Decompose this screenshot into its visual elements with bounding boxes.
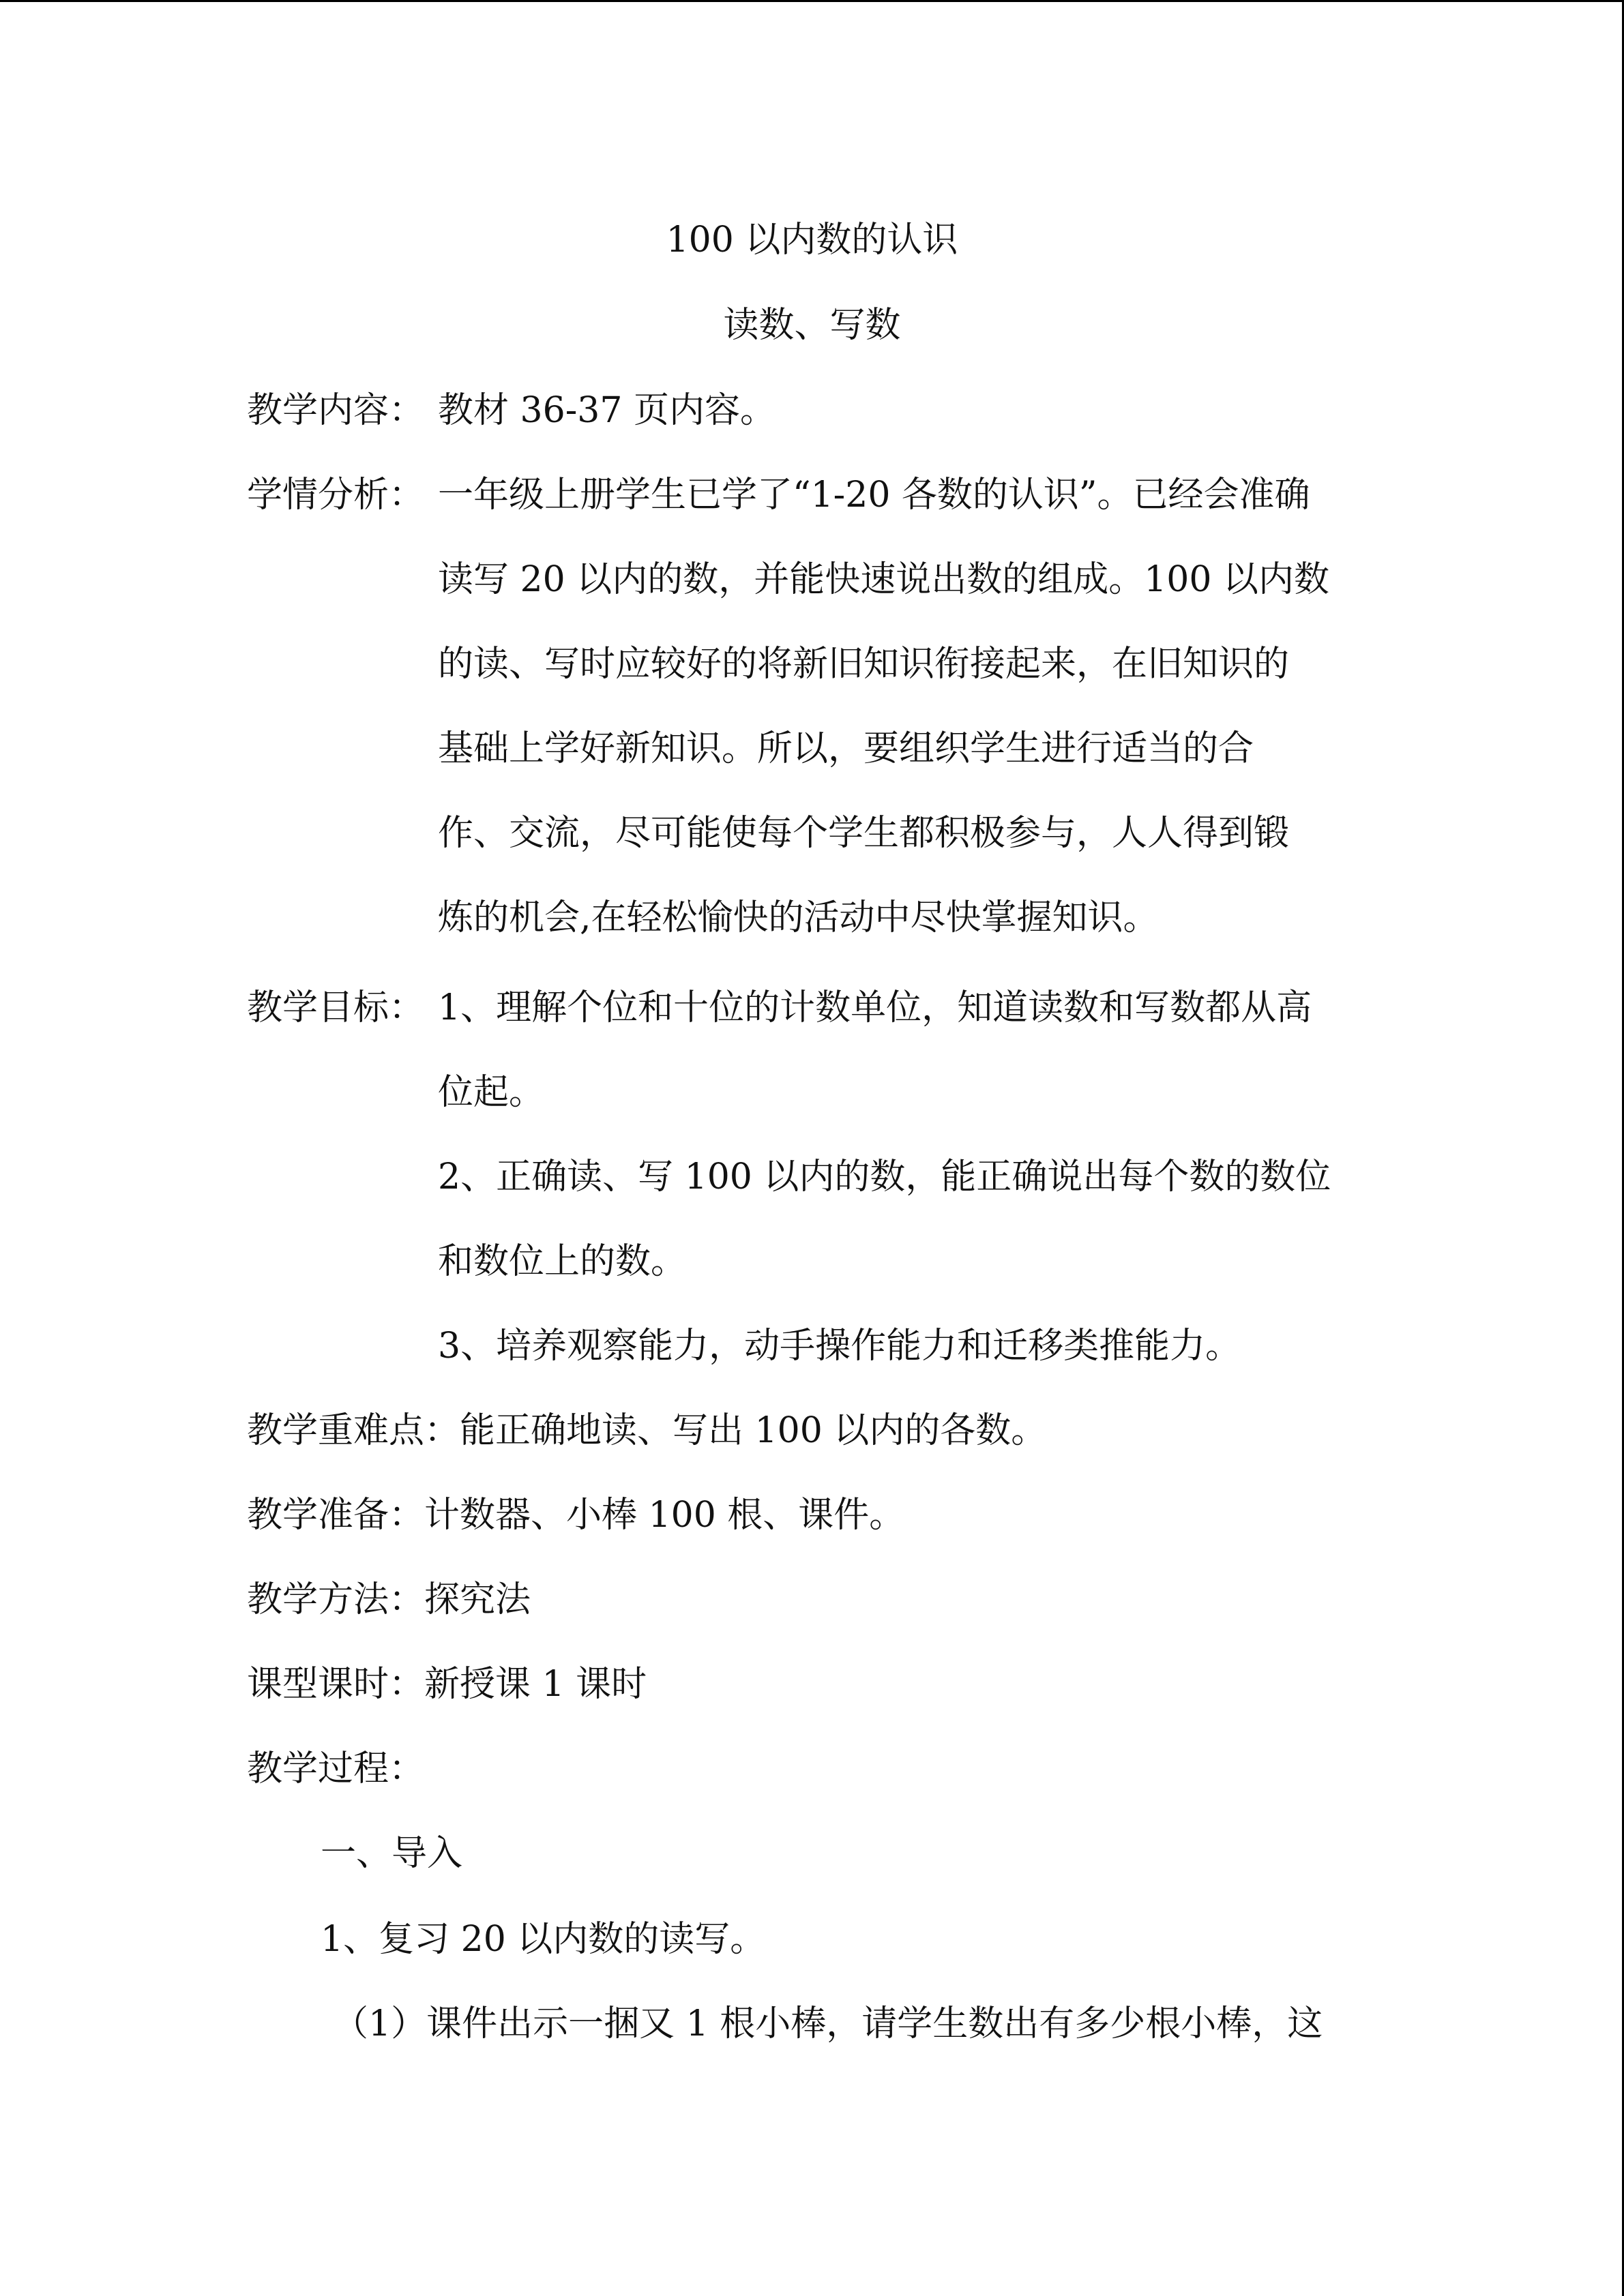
teaching-content-label: 教学内容： xyxy=(247,390,425,431)
analysis-line: 作、交流，尽可能使每个学生都积极参与，人人得到锻 xyxy=(438,813,1290,854)
goals-line: 2、正确读、写 100 以内的数，能正确说出每个数的数位 xyxy=(438,1157,1331,1197)
document-title: 100 以内数的认识 xyxy=(666,220,958,260)
difficulty-line: 教学重难点：能正确地读、写出 100 以内的各数。 xyxy=(247,1410,1047,1451)
teaching-content-text: 教材 36-37 页内容。 xyxy=(438,390,776,431)
document-subtitle: 读数、写数 xyxy=(723,305,901,346)
process-label: 教学过程： xyxy=(247,1748,425,1789)
goals-line: 3、培养观察能力，动手操作能力和迁移类推能力。 xyxy=(438,1326,1241,1367)
analysis-line: 炼的机会,在轻松愉快的活动中尽快掌握知识。 xyxy=(438,897,1159,938)
method-line: 教学方法：探究法 xyxy=(247,1579,531,1620)
process-subitem: （1）课件出示一捆又 1 根小棒，请学生数出有多少根小棒，这 xyxy=(333,2003,1323,2044)
page-top-border xyxy=(0,0,1624,2)
analysis-label: 学情分析： xyxy=(247,475,425,516)
analysis-text: 一年级上册学生已学了“1-20 各数的认识”。已经会准确 xyxy=(438,475,1310,516)
process-item: 1、复习 20 以内数的读写。 xyxy=(321,1919,766,1960)
goals-line: 和数位上的数。 xyxy=(438,1241,687,1282)
goals-label: 教学目标： xyxy=(247,987,425,1028)
analysis-line: 的读、写时应较好的将新旧知识衔接起来，在旧知识的 xyxy=(438,644,1290,685)
analysis-line: 读写 20 以内的数，并能快速说出数的组成。100 以内数 xyxy=(438,559,1330,600)
analysis-line xyxy=(247,473,1310,517)
lesson-type-line: 课型课时：新授课 1 课时 xyxy=(247,1664,647,1705)
analysis-line: 基础上学好新知识。所以，要组织学生进行适当的合 xyxy=(438,728,1254,769)
goals-line: 位起。 xyxy=(438,1072,545,1113)
teaching-content xyxy=(247,389,776,432)
section-heading: 一、导入 xyxy=(321,1833,463,1874)
preparation-line: 教学准备：计数器、小棒 100 根、课件。 xyxy=(247,1495,905,1536)
goals-text: 1、理解个位和十位的计数单位，知道读数和写数都从高 xyxy=(438,987,1312,1028)
goals-line xyxy=(247,986,1312,1030)
